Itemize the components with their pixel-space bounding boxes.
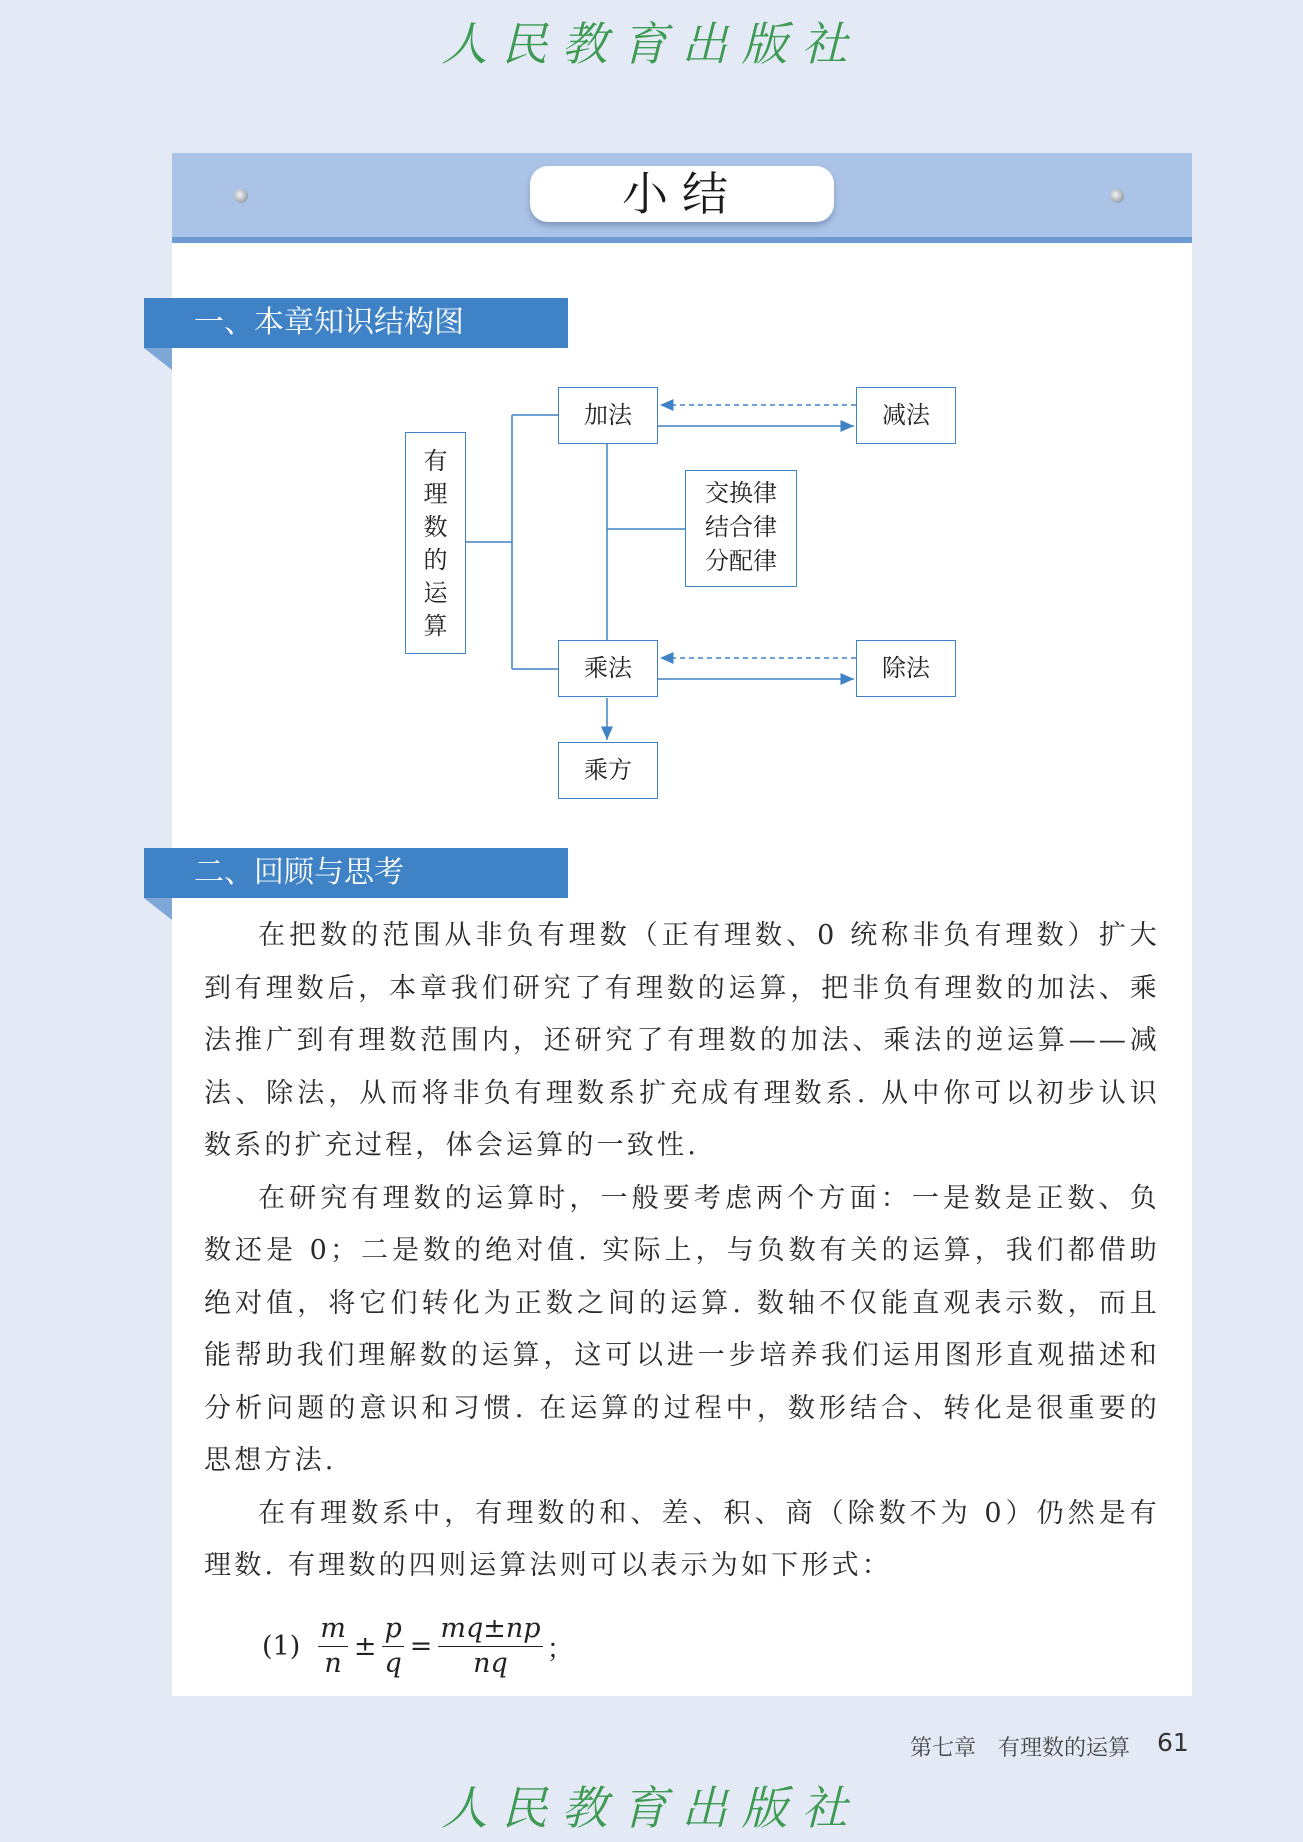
publisher-logo-bottom: 人民教育出版社	[441, 1781, 862, 1835]
section-tab-fold	[144, 898, 172, 920]
diagram-box-division: 除法	[856, 640, 956, 697]
header-divider	[172, 237, 1192, 243]
formula-label: (1)	[262, 1630, 301, 1662]
diagram-box-rational-operations: 有 理 数 的 运 算	[405, 432, 466, 654]
plus-minus-sign: ±	[353, 1630, 377, 1662]
card-title: 小结	[530, 166, 834, 222]
binder-hole-left-icon	[234, 189, 248, 203]
diagram-box-addition: 加法	[558, 387, 658, 444]
binder-hole-right-icon	[1110, 189, 1124, 203]
equals-sign: =	[409, 1630, 433, 1662]
review-text	[204, 910, 1160, 1593]
diagram-box-laws: 交换律 结合律 分配律	[685, 470, 797, 587]
fraction-p-over-q: $\frac{p}{q}$	[384, 1612, 402, 1679]
paragraph: 在把数的范围从非负有理数（正有理数、0 统称非负有理数）扩大到有理数后，本章我们研究了有理数的运算，把非负有理数的加法、乘法推广到有理数范围内，还研究了有理数的加法、乘法的逆运算——减法、除法，从而将非负有理数系扩充成有理数系. 从中你可以初步认识数系的扩充过程，体会运算的一致性.	[204, 920, 1160, 1161]
formula-terminator: ；	[546, 1633, 574, 1665]
paragraph: 在研究有理数的运算时，一般要考虑两个方面：一是数是正数、负数还是 0；二是数的绝对值. 实际上，与负数有关的运算，我们都借助绝对值，将它们转化为正数之间的运算. 数轴不仅能直观表示数，而且能帮助我们理解数的运算，这可以进一步培养我们运用图形直观描述和分析问题的意识和习惯. 在运算的过程中，数形结合、转化是很重要的思想方法.	[204, 1182, 1160, 1476]
section-heading-structure: 一、本章知识结构图	[144, 298, 568, 348]
fraction-result: $\frac{mq\pm np}{nq}$	[440, 1612, 541, 1679]
paragraph: 在有理数系中，有理数的和、差、积、商（除数不为 0）仍然是有理数. 有理数的四则运算法则可以表示为如下形式：	[204, 1497, 1160, 1581]
section-tab-fold	[144, 348, 172, 370]
section-heading-review: 二、回顾与思考	[144, 848, 568, 898]
diagram-box-multiplication: 乘法	[558, 640, 658, 697]
card-header	[172, 153, 1192, 239]
diagram-box-power: 乘方	[558, 742, 658, 799]
publisher-logo-top: 人民教育出版社	[441, 17, 862, 71]
formula-add-subtract	[262, 1606, 574, 1686]
footer-chapter-title: 第七章 有理数的运算	[910, 1736, 1131, 1761]
diagram-box-subtraction: 减法	[856, 387, 956, 444]
diagram-connectors	[400, 380, 980, 810]
page-number: 61	[1157, 1728, 1189, 1757]
knowledge-structure-diagram	[400, 380, 980, 810]
fraction-m-over-n: $\frac{m}{n}$	[320, 1612, 346, 1679]
